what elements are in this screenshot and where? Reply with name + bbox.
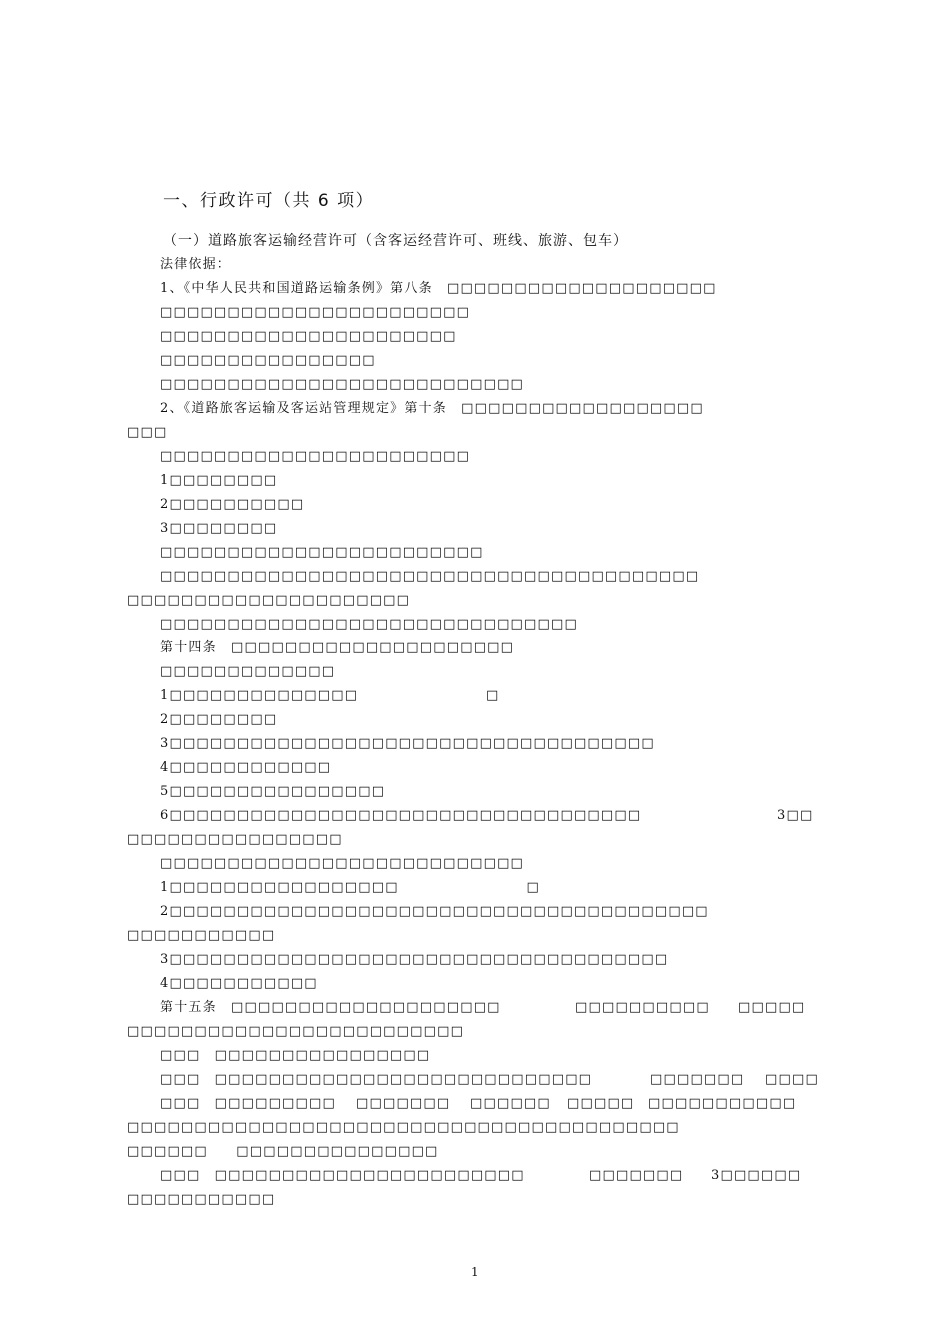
text-line: □□□ (127, 425, 168, 440)
text-line: □□□□□□□□□□□□□□□□ (160, 353, 376, 368)
text-line: □□□□□ (567, 1096, 635, 1111)
text-line: □□□□ (765, 1072, 819, 1087)
text-line: 1、《中华人民共和国道路运输条例》第八条 □□□□□□□□□□□□□□□□□□□□ (160, 281, 717, 296)
text-line: □□□□□□□ (356, 1096, 451, 1111)
page-number: 1 (471, 1265, 479, 1279)
text-line: □□□ □□□□□□□□□□□□□□□□□□□□□□□□□□□□ (160, 1072, 593, 1087)
text-line: 1□□□□□□□□□□□□□□□□□ □ (160, 880, 540, 895)
text-line: □□□□□□□□□□□ (648, 1096, 797, 1111)
text-line: □□□□□□□□□□□□□□□□ (127, 832, 343, 847)
text-line: □□□□□□□ (650, 1072, 745, 1087)
text-line: 第十五条 □□□□□□□□□□□□□□□□□□□□ (160, 1000, 501, 1015)
text-line: 3□□□□□□□□ (160, 521, 278, 536)
text-line: □□□□□□□□□□□ (127, 928, 276, 943)
text-line: □□□□□□□□□□□□□□□□□□□□□□□□□□□ (160, 856, 525, 871)
text-line: 2□□□□□□□□□□□□□□□□□□□□□□□□□□□□□□□□□□□□□□□□ (160, 904, 709, 919)
text-line: 3□□□□□□□□□□□□□□□□□□□□□□□□□□□□□□□□□□□□□ (160, 952, 669, 967)
text-line: □□□□□□□□□□□□□□□□□□□□□□□ (160, 305, 471, 320)
text-line: 3□□□□□□□□□□□□□□□□□□□□□□□□□□□□□□□□□□□□ (160, 736, 655, 751)
text-line: □□□ □□□□□□□□□□□□□□□□□□□□□□□ (160, 1168, 525, 1183)
text-line: □□□□□□□□□□□□□□□□□□□□□□□□□□□□□□□□□□□□□□□□□ (127, 1120, 680, 1135)
text-line: □□□□□ (738, 1000, 806, 1015)
text-line: 第十四条 □□□□□□□□□□□□□□□□□□□□□ (160, 640, 515, 655)
text-line: □□□□□□□□□□□□□ (160, 664, 336, 679)
text-line: □□□□□□□□□□□□□□□□□□□□□□□ (160, 449, 471, 464)
text-line: 1□□□□□□□□□□□□□□ □ (160, 688, 500, 703)
text-line: 2□□□□□□□□ (160, 712, 278, 727)
text-line: □□□□□□□□□□ (575, 1000, 710, 1015)
text-line: □□□□□□□□□□□□□□□□□□□□□□□□ (160, 545, 484, 560)
text-line: □□□□□□□□□□□ (127, 1192, 276, 1207)
text-line: 1□□□□□□□□ (160, 473, 278, 488)
subsection-heading: （一）道路旅客运输经营许可（含客运经营许可、班线、旅游、包车） (163, 233, 628, 249)
text-line: □□□□□□ (470, 1096, 551, 1111)
text-line: □□□□□□ □□□□□□□□□□□□□□□ (127, 1144, 439, 1159)
text-line: □□□□□□□□□□□□□□□□□□□□□□ (160, 329, 457, 344)
section-heading: 一、行政许可（共 6 项） (163, 191, 375, 211)
text-line: 6□□□□□□□□□□□□□□□□□□□□□□□□□□□□□□□□□□□ (160, 808, 642, 823)
text-line: □□□□□□□□□□□□□□□□□□□□□ (127, 593, 411, 608)
text-line: 2□□□□□□□□□□ (160, 497, 305, 512)
text-line: □□□□□□□□□□□□□□□□□□□□□□□□□□□□□□□ (160, 617, 578, 632)
text-line: □□□□□□□ (589, 1168, 684, 1183)
text-line: □□□□□□□□□□□□□□□□□□□□□□□□□□□ (160, 377, 525, 392)
text-line: 2、《道路旅客运输及客运站管理规定》第十条 □□□□□□□□□□□□□□□□□□ (160, 401, 704, 416)
text-line: 法律依据： (160, 257, 232, 272)
text-line: 5□□□□□□□□□□□□□□□□ (160, 784, 386, 799)
text-line: 4□□□□□□□□□□□ (160, 976, 318, 991)
text-line: □□□ □□□□□□□□□ (160, 1096, 336, 1111)
text-line: 3□□□□□□ (711, 1168, 802, 1183)
text-line: □□□□□□□□□□□□□□□□□□□□□□□□□ (127, 1024, 465, 1039)
text-line: 4□□□□□□□□□□□□ (160, 760, 332, 775)
text-line: 3□□ (777, 808, 814, 823)
text-line: □□□□□□□□□□□□□□□□□□□□□□□□□□□□□□□□□□□□□□□□ (160, 569, 700, 584)
text-line: □□□ □□□□□□□□□□□□□□□□ (160, 1048, 431, 1063)
